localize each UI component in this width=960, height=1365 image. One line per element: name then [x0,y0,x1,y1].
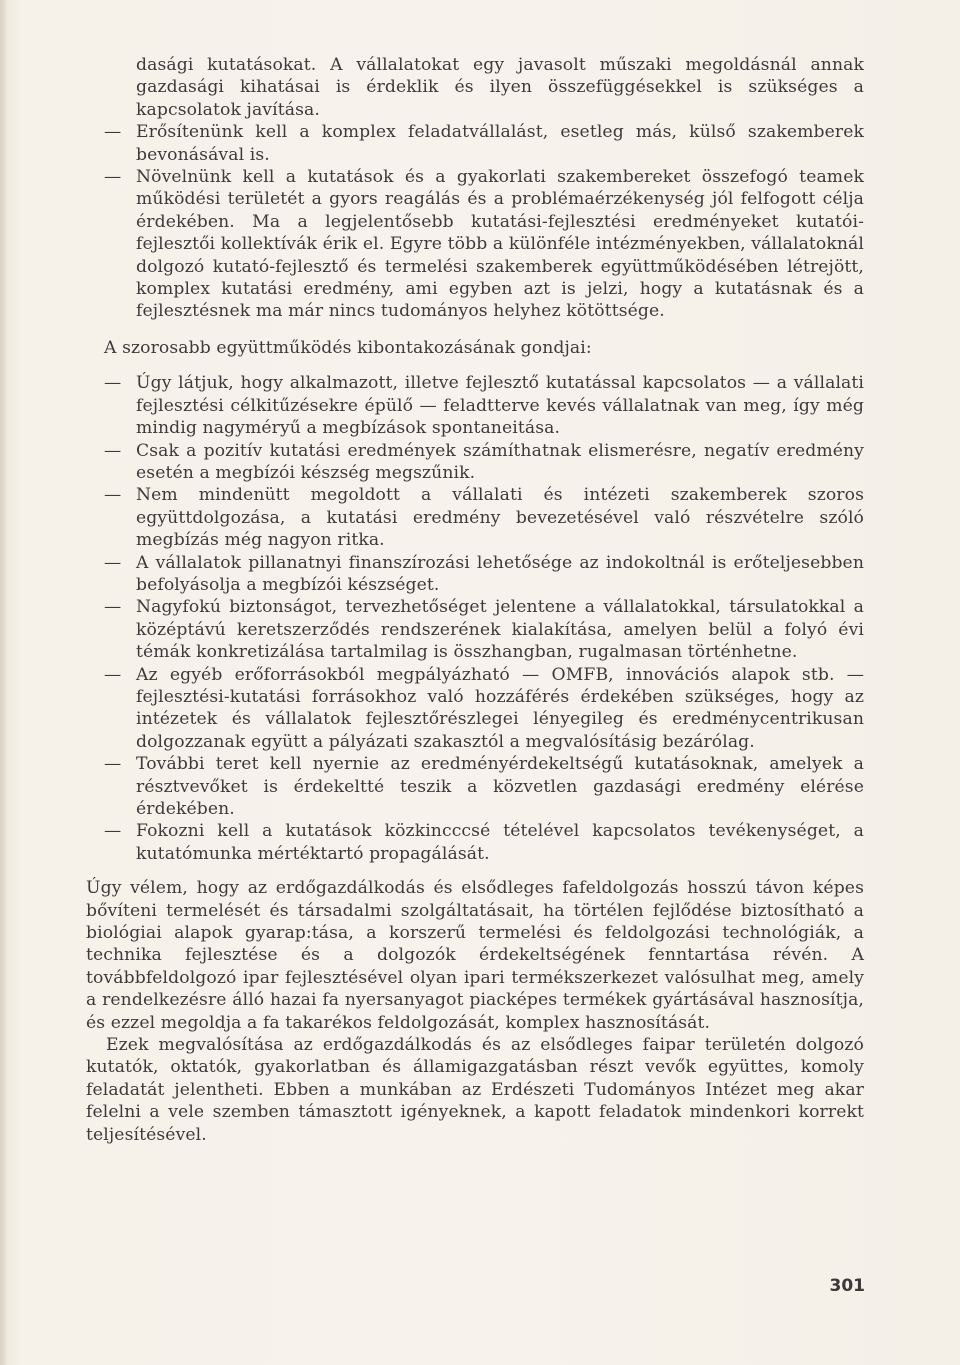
dash-marker: — [104,597,122,618]
list-item [86,372,864,439]
dash-marker: — [104,664,122,685]
section-heading: A szorosabb együttműködés kibontakozásának gondjai: [104,337,592,358]
list-item [86,121,864,166]
list-item [86,552,864,597]
list-item-text: Erősítenünk kell a komplex feladatvállalást, esetleg más, külső szakemberek bevonásával is. [136,122,864,165]
list-item [86,596,864,663]
dash-marker: — [104,552,122,573]
list-item-text: Nagyfokú biztonságot, tervezhetőséget jelentene a vállalatokkal, társulatokkal a középtávú keretszerződés rendszerének kialakítása, amelyen belül a folyó évi témák konkretizálása tartalmilag is összhangban, rugalmasan történhetne. [136,597,864,663]
list-item-text: Növelnünk kell a kutatások és a gyakorlati szakembereket összefogó teamek működési területét a gyors reagálás és a problémaérzékenység jól felfogott célja érdekében. Ma a legjelentősebb kutatási-fejlesztési eredményeket kutatói-fejlesztői kollektívák érik el. Egyre több a különféle intézményekben, vállalatoknál dolgozó kutató-fejlesztő és termelési szakemberek együttműködésében létrejött, komplex kutatási eredmény, ami egyben azt is jelzi, hogy a kutatásnak és a fejlesztésnek ma már nincs tudományos helyhez kötöttsége. [136,167,864,322]
list-item-text: Csak a pozitív kutatási eredmények számíthatnak elismerésre, negatív eredmény esetén a megbízói készség megszűnik. [136,440,864,483]
list-item [86,484,864,551]
body-paragraph: Úgy vélem, hogy az erdőgazdálkodás és elsődleges fafeldolgozás hosszú távon képes bővíteni termelését és társadalmi szolgáltatásait, ha törtélen fejlődése biztosítható a biológiai alapok gyarap:tása, a korszerű termelési és feldolgozási technológiák, a technika fejlesztése és a dolgozók érdekeltségének fenntartása révén. A továbbfeldolgozó ipar fejlesztésével olyan ipari termékszerkezet valósulhat meg, amely a rendelkezésre álló hazai fa nyersanyagot piacképes termékek gyártásával hasznosítja, és ezzel megoldja a fa takarékos feldolgozását, komplex hasznosítását. [86,878,864,1033]
dash-marker: — [104,167,122,188]
list-item-text: További teret kell nyernie az eredményérdekeltségű kutatásoknak, amelyek a résztvevőket is érdekeltté teszik a közvetlen gazdasági eredmény elérése érdekében. [136,754,864,819]
dash-marker: — [104,821,122,842]
page-number: 301 [829,1276,865,1296]
continuation-paragraph: dasági kutatásokat. A vállalatokat egy javasolt műszaki megoldásnál annak gazdasági kihatásai is érdeklik és ilyen összefüggésekkel is szükséges a kapcsolatok javítása. [136,55,864,120]
list-item [86,166,864,323]
dash-marker: — [104,754,122,775]
list-item-text: Az egyéb erőforrásokból megpályázható — OMFB, innovációs alapok stb. — fejlesztési-kutatási forrásokhoz való hozzáférés érdekében szükséges, hogy az intézetek és vállalatok fejlesztőrészlegei lényegileg és eredménycentrikusan dolgozzanak együtt a pályázati szakasztól a megvalósításig bezárólag. [136,664,864,752]
dash-marker: — [104,440,122,461]
dash-marker: — [104,122,122,143]
list-item-text: Úgy látjuk, hogy alkalmazott, illetve fejlesztő kutatással kapcsolatos — a vállalati fejlesztési célkitűzésekre épülő — feladtterve kevés vállalatnak van meg, így még mindig nagyméryű a megbízások spontaneitása. [136,373,864,439]
body-paragraph: Ezek megvalósítása az erdőgazdálkodás és az elsődleges faipar területén dolgozó kutatók, oktatók, gyakorlatban és államigazgatásban részt vevők együttes, komoly feladatát jelentheti. Ebben a munkában az Erdészeti Tudományos Intézet meg akar felelni a vele szemben támasztott igényeknek, a kapott feladatok mindenkori korrekt teljesítésével. [86,1035,864,1145]
list-item-text: Nem mindenütt megoldott a vállalati és intézeti szakemberek szoros együttdolgozása, a kutatási eredmény bevezetésével való részvételre szóló megbízás még nagyon ritka. [136,485,864,551]
dash-marker: — [104,485,122,506]
dash-marker: — [104,373,122,394]
list-item [86,820,864,865]
page-body [86,54,864,1146]
list-item [86,753,864,820]
list-item [86,664,864,754]
list-item [86,440,864,485]
list-item-text: A vállalatok pillanatnyi finanszírozási lehetősége az indokoltnál is erőteljesebben befolyásolja a megbízói készséget. [136,552,864,595]
list-item-text: Fokozni kell a kutatások közkincccsé tételével kapcsolatos tevékenységet, a kutatómunka mértéktartó propagálását. [136,821,864,864]
